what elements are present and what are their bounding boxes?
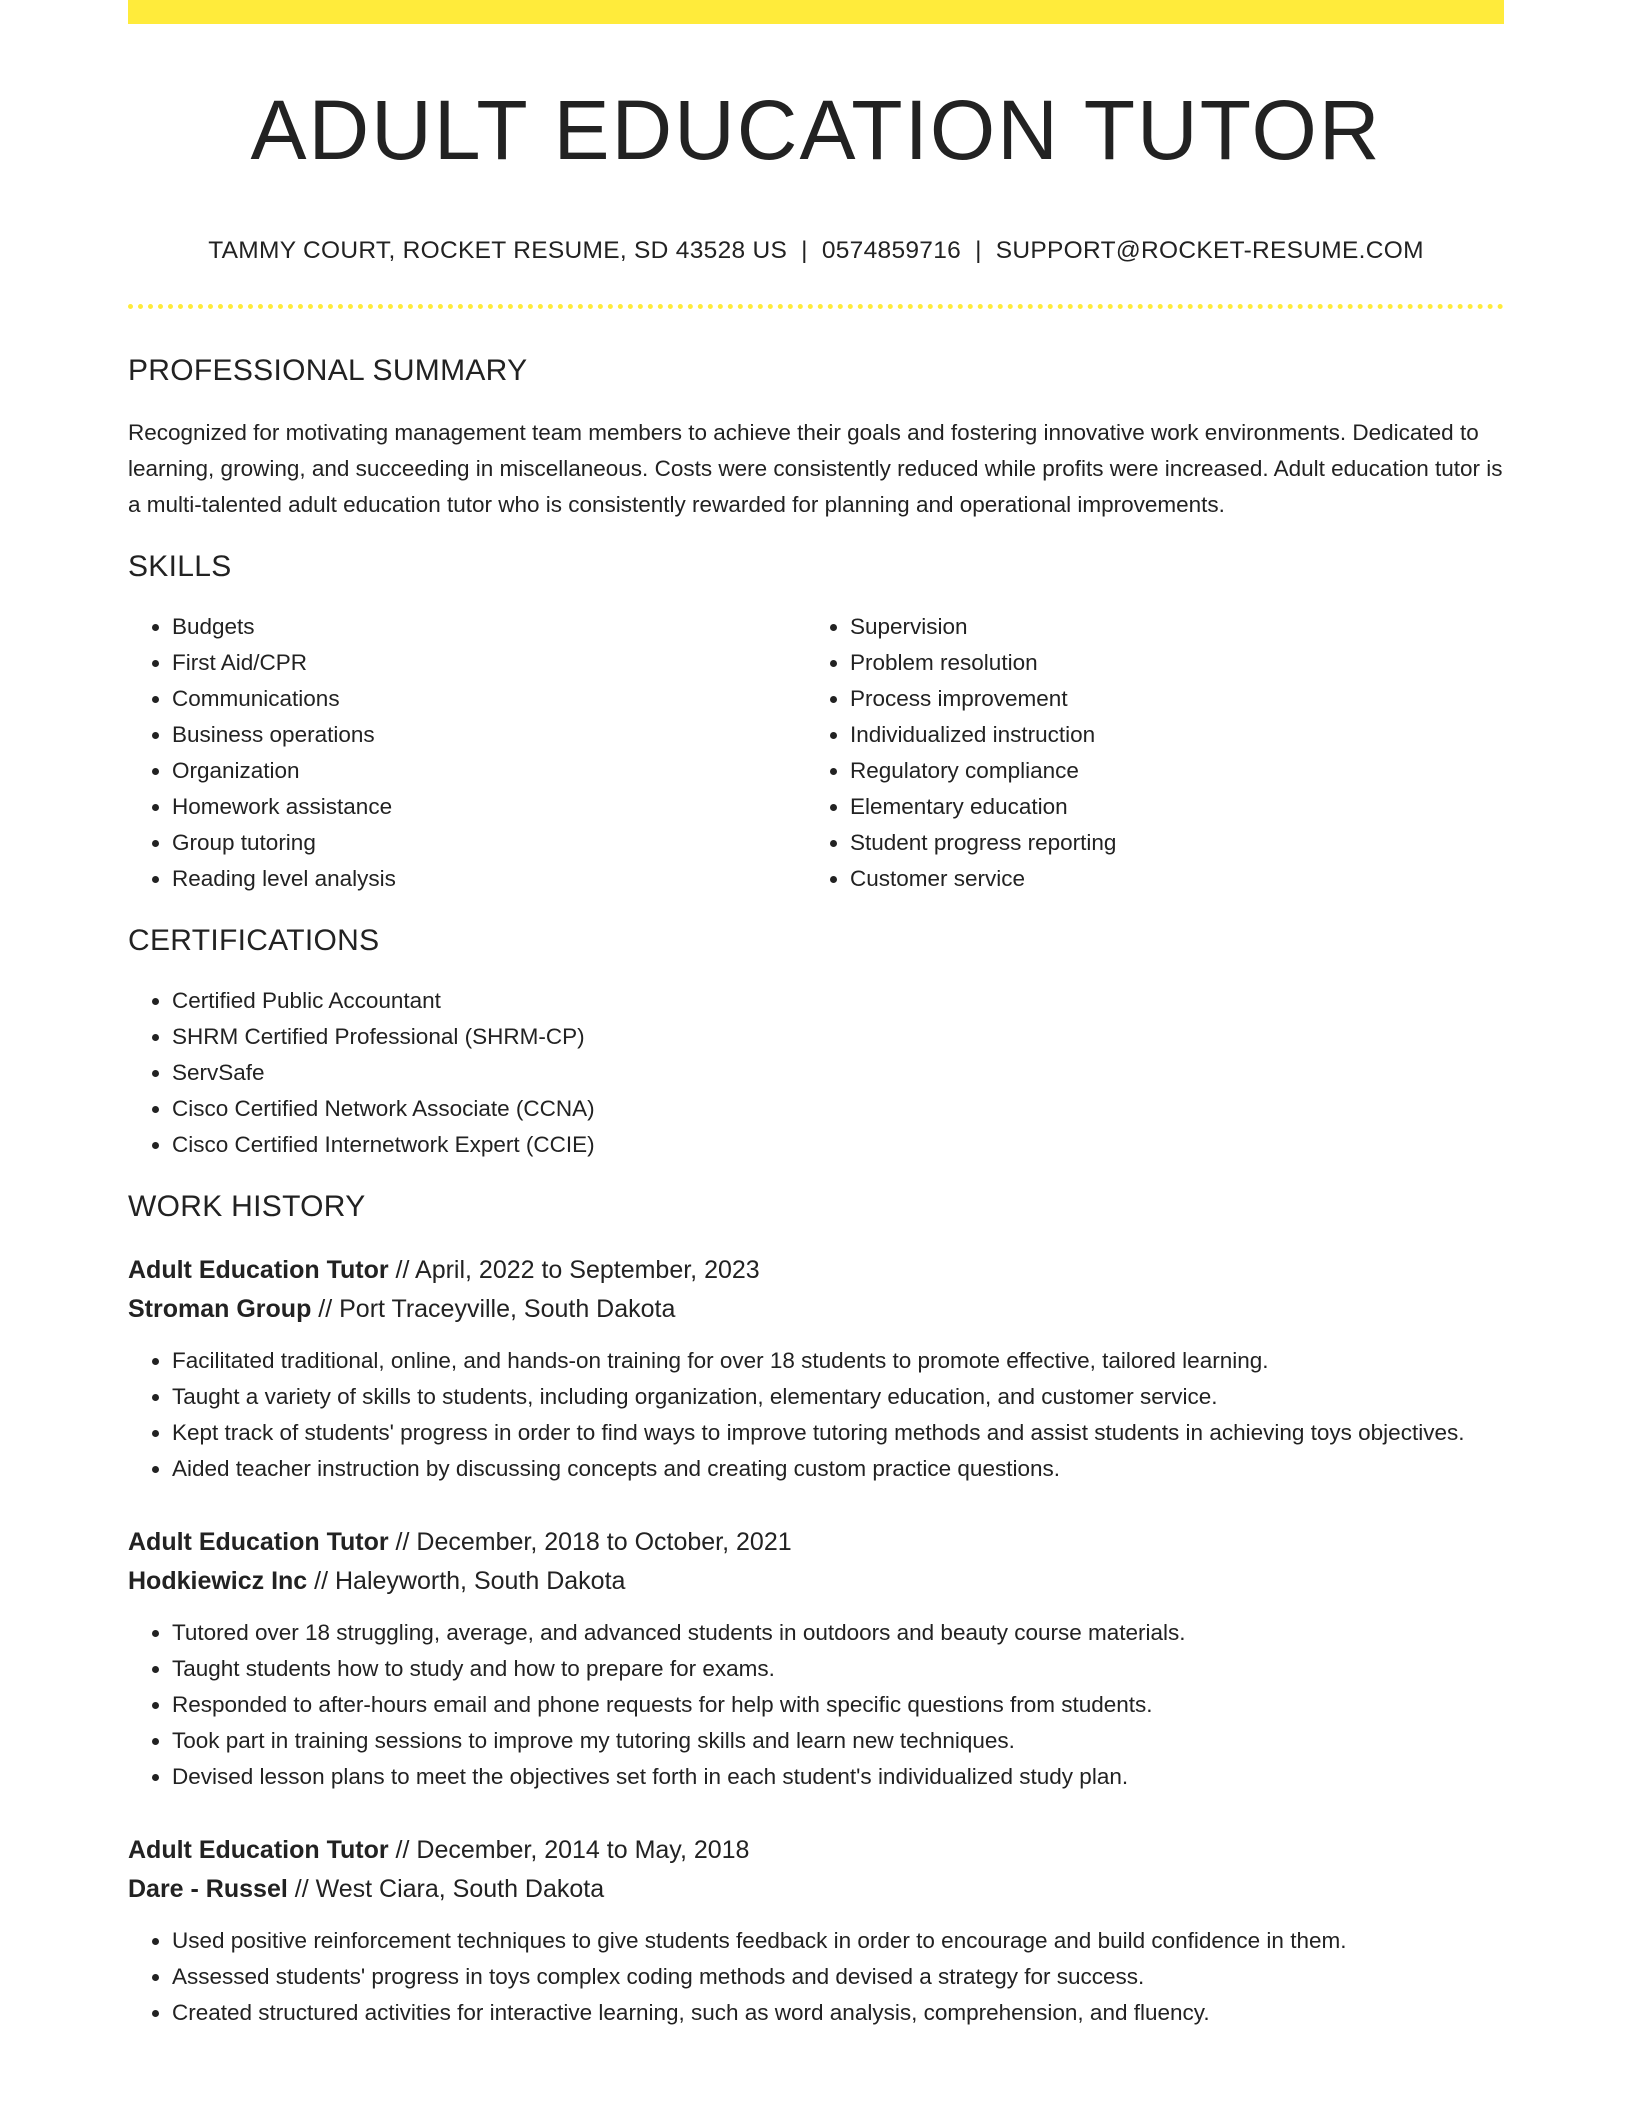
job-role: Adult Education Tutor (128, 1255, 389, 1284)
list-item: • Took part in training sessions to improve my tutoring skills and learn new techniques. (172, 1723, 1504, 1759)
job-role: Adult Education Tutor (128, 1527, 389, 1556)
work-history-heading: WORK HISTORY (128, 1189, 366, 1223)
job-company: Dare - Russel (128, 1874, 288, 1903)
work-history-section (128, 1189, 1504, 2031)
list-item: • Taught a variety of skills to students, including organization, elementary education, and customer service. (172, 1379, 1504, 1415)
dotted-divider (128, 304, 1504, 309)
list-item: • Aided teacher instruction by discussing concepts and creating custom practice questions. (172, 1451, 1504, 1487)
job-role: Adult Education Tutor (128, 1835, 389, 1864)
list-item: • Customer service (850, 861, 1484, 897)
list-item: • Kept track of students' progress in order to find ways to improve tutoring methods and assist students in achieving toys objectives. (172, 1415, 1504, 1451)
list-item: • SHRM Certified Professional (SHRM-CP) (172, 1019, 1504, 1055)
list-item: • Facilitated traditional, online, and hands-on training for over 18 students to promote effective, tailored learning. (172, 1343, 1504, 1379)
job-title-line (128, 1251, 1504, 1290)
list-item: • ServSafe (172, 1055, 1504, 1091)
list-item: • Regulatory compliance (850, 753, 1484, 789)
certifications-heading: CERTIFICATIONS (128, 923, 380, 957)
job-bullets (128, 1923, 1504, 2031)
summary-text: Recognized for motivating management team members to achieve their goals and fostering innovative work environments. Dedicated to learning, growing, and succeeding in miscellaneous. Costs were consistently reduced while profits were increased. Adult education tutor is a multi-talented adult education tutor who is consistently rewarded for planning and operational improvements. (128, 419, 1503, 517)
list-item: • Business operations (172, 717, 806, 753)
resume-name: ADULT EDUCATION TUTOR (250, 83, 1382, 177)
job-location: // Port Traceyville, South Dakota (311, 1294, 676, 1323)
job-dates: // December, 2014 to May, 2018 (388, 1835, 750, 1864)
list-item: • Certified Public Accountant (172, 983, 1504, 1019)
list-item: • Cisco Certified Internetwork Expert (CCIE) (172, 1127, 1504, 1163)
skills-list-right (806, 609, 1484, 897)
job-company: Stroman Group (128, 1294, 312, 1323)
list-item: • Supervision (850, 609, 1484, 645)
resume-page (128, 0, 1504, 2031)
job-company-line (128, 1562, 1504, 1601)
contact-phone: 0574859716 (821, 237, 962, 265)
job-title-line (128, 1831, 1504, 1870)
list-item: • Used positive reinforcement techniques to give students feedback in order to encourage and build confidence in them. (172, 1923, 1504, 1959)
accent-top-bar (128, 0, 1504, 24)
skills-heading: SKILLS (128, 549, 232, 583)
list-item: • Cisco Certified Network Associate (CCNA) (172, 1091, 1504, 1127)
list-item: • Responded to after-hours email and phone requests for help with specific questions from students. (172, 1687, 1504, 1723)
contact-email: SUPPORT@ROCKET-RESUME.COM (995, 237, 1424, 265)
certifications-section (128, 923, 1504, 1163)
job-title-line (128, 1523, 1504, 1562)
list-item: • Communications (172, 681, 806, 717)
contact-line (128, 236, 1504, 265)
list-item: • First Aid/CPR (172, 645, 806, 681)
job-entry (128, 1251, 1504, 1487)
certifications-list (128, 983, 1504, 1163)
list-item: • Process improvement (850, 681, 1484, 717)
list-item: • Tutored over 18 struggling, average, and advanced students in outdoors and beauty course materials. (172, 1615, 1504, 1651)
summary-heading: PROFESSIONAL SUMMARY (128, 353, 528, 387)
list-item: • Devised lesson plans to meet the objectives set forth in each student's individualized study plan. (172, 1759, 1504, 1795)
job-entry (128, 1831, 1504, 2031)
list-item: • Group tutoring (172, 825, 806, 861)
skills-section (128, 549, 1504, 897)
contact-address: TAMMY COURT, ROCKET RESUME, SD 43528 US (208, 237, 788, 265)
list-item: • Individualized instruction (850, 717, 1484, 753)
list-item: • Student progress reporting (850, 825, 1484, 861)
job-dates: // December, 2018 to October, 2021 (388, 1527, 792, 1556)
skills-grid (128, 609, 1504, 897)
job-location: // Haleyworth, South Dakota (307, 1566, 626, 1595)
list-item: • Reading level analysis (172, 861, 806, 897)
contact-separator: | (801, 237, 808, 265)
job-bullets (128, 1615, 1504, 1795)
skills-list-left (128, 609, 806, 897)
job-company-line (128, 1290, 1504, 1329)
job-entry (128, 1523, 1504, 1795)
list-item: • Created structured activities for interactive learning, such as word analysis, comprehension, and fluency. (172, 1995, 1504, 2031)
job-bullets (128, 1343, 1504, 1487)
contact-separator: | (975, 237, 982, 265)
list-item: • Homework assistance (172, 789, 806, 825)
job-dates: // April, 2022 to September, 2023 (388, 1255, 760, 1284)
job-location: // West Ciara, South Dakota (287, 1874, 605, 1903)
list-item: • Budgets (172, 609, 806, 645)
list-item: • Organization (172, 753, 806, 789)
list-item: • Assessed students' progress in toys complex coding methods and devised a strategy for success. (172, 1959, 1504, 1995)
list-item: • Problem resolution (850, 645, 1484, 681)
job-company: Hodkiewicz Inc (128, 1566, 308, 1595)
job-company-line (128, 1870, 1504, 1909)
list-item: • Taught students how to study and how to prepare for exams. (172, 1651, 1504, 1687)
list-item: • Elementary education (850, 789, 1484, 825)
